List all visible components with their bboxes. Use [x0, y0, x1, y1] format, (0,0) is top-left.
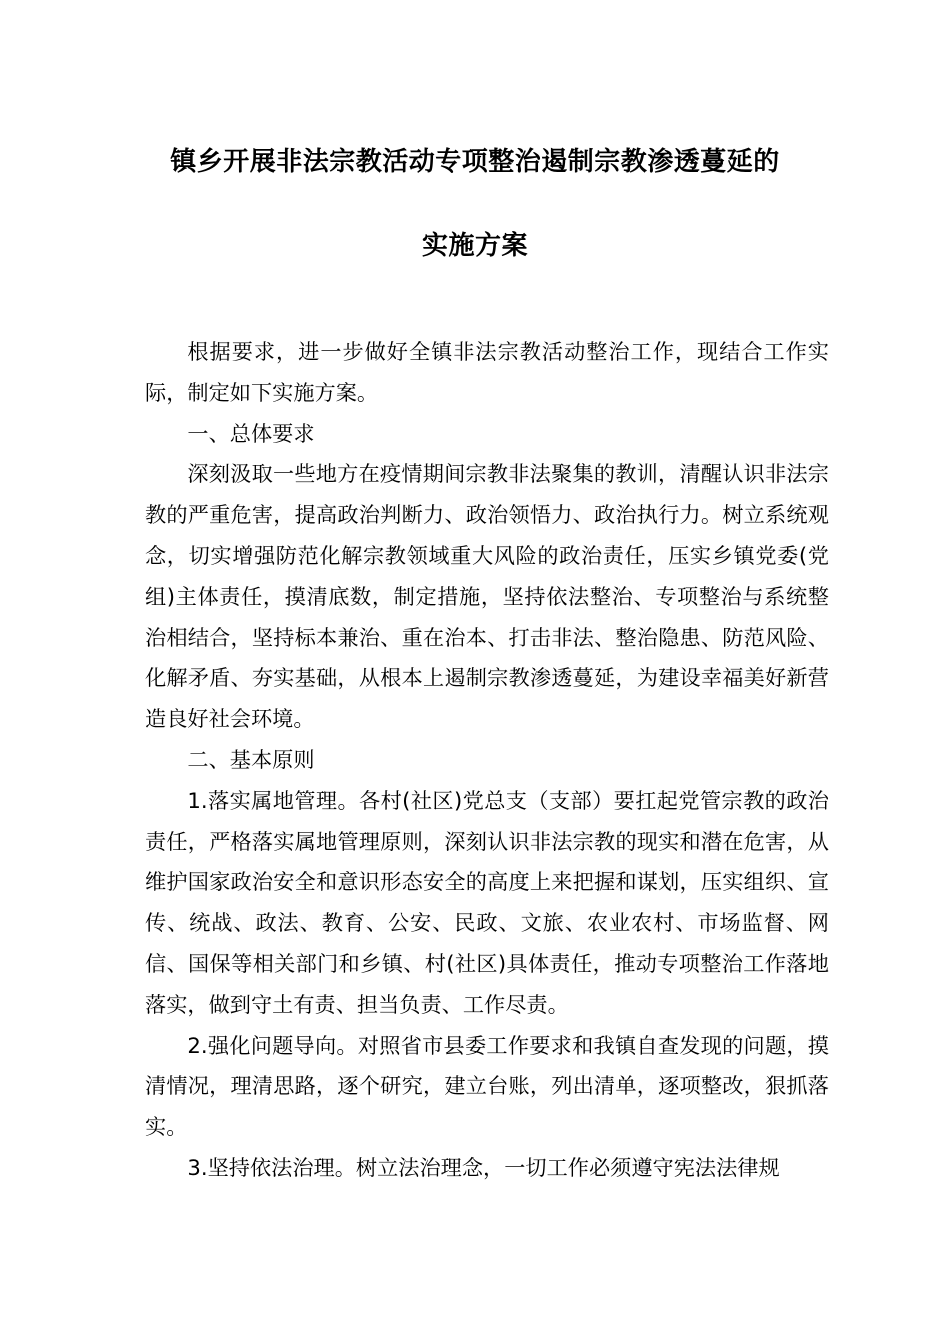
paragraph-principle-1: 1.落实属地管理。各村(社区)党总支（支部）要扛起党管宗教的政治责任，严格落实属地管理原则，深刻认识非法宗教的现实和潜在危害，从维护国家政治安全和意识形态安全的高度上来把握和谋划，压实组织、宣传、统战、政法、教育、公安、民政、文旅、农业农村、市场监督、网信、国保等相关部门和乡镇、村(社区)具体责任，推动专项整治工作落地落实，做到守土有责、担当负责、工作尽责。 [145, 787, 829, 1017]
document-title-line-2: 实施方案 [421, 231, 528, 261]
section-heading-basic-principles: 二、基本原则 [187, 746, 315, 772]
section-heading-general-requirements: 一、总体要求 [187, 420, 315, 446]
paragraph-intro: 根据要求，进一步做好全镇非法宗教活动整治工作，现结合工作实际，制定如下实施方案。 [145, 339, 829, 405]
paragraph-general-requirements: 深刻汲取一些地方在疫情期间宗教非法聚集的教训，清醒认识非法宗教的严重危害，提高政治判断力、政治领悟力、政治执行力。树立系统观念，切实增强防范化解宗教领域重大风险的政治责任，压实乡镇党委(党组)主体责任，摸清底数，制定措施，坚持依法整治、专项整治与系统整治相结合，坚持标本兼治、重在治本、打击非法、整治隐患、防范风险、化解矛盾、夯实基础，从根本上遏制宗教渗透蔓延，为建设幸福美好新营造良好社会环境。 [145, 461, 829, 732]
document-body [145, 332, 829, 1189]
document-title-line-1: 镇乡开展非法宗教活动专项整治遏制宗教渗透蔓延的 [170, 147, 780, 177]
paragraph-principle-3: 3.坚持依法治理。树立法治理念，一切工作必须遵守宪法法律规 [187, 1154, 780, 1180]
paragraph-principle-2: 2.强化问题导向。对照省市县委工作要求和我镇自查发现的问题，摸清情况，理清思路，逐个研究，建立台账，列出清单，逐项整改，狠抓落实。 [145, 1032, 829, 1140]
